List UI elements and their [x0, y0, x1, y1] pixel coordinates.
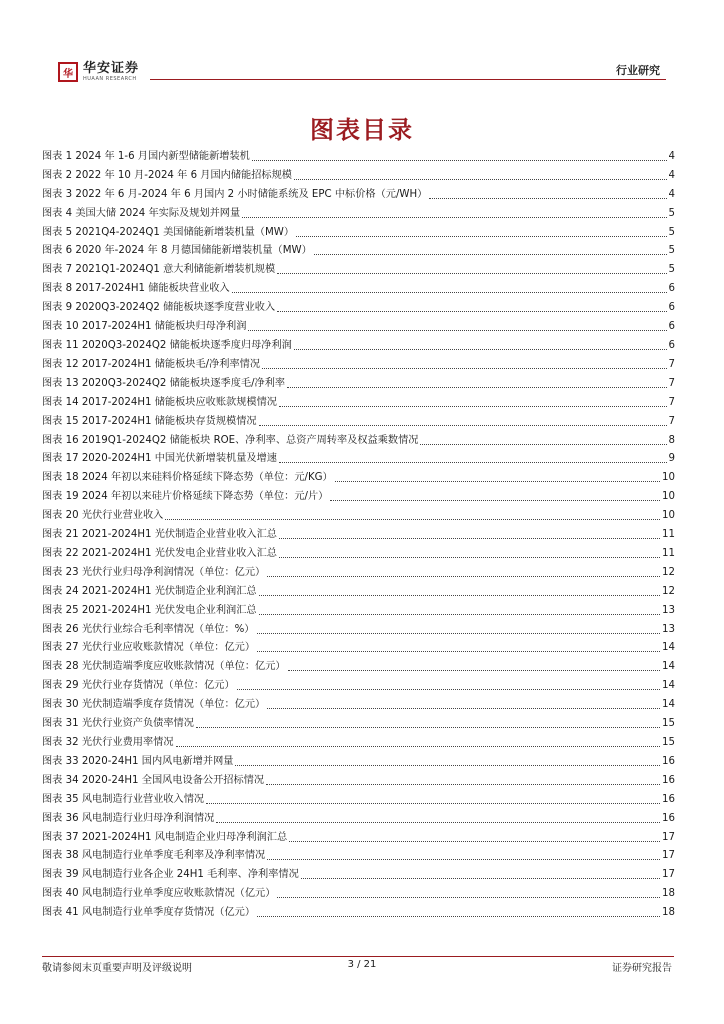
toc-entry[interactable] — [42, 221, 675, 240]
toc-entry-page[interactable]: 15 — [662, 718, 675, 730]
toc-dot-leader — [277, 896, 660, 898]
toc-entry[interactable] — [42, 637, 675, 656]
toc-entry-label[interactable]: 图表 27 光伏行业应收账款情况（单位：亿元） — [42, 642, 256, 654]
toc-dot-leader — [289, 840, 660, 842]
toc-dot-leader — [196, 726, 660, 728]
toc-entry[interactable] — [42, 372, 675, 391]
toc-entry[interactable] — [42, 882, 675, 901]
toc-entry-page[interactable]: 5 — [668, 264, 675, 276]
page-header — [0, 0, 724, 90]
company-logo — [58, 62, 139, 82]
table-of-figures — [42, 145, 675, 920]
toc-entry[interactable] — [42, 674, 675, 693]
toc-entry-page[interactable]: 13 — [662, 623, 675, 635]
toc-entry-page[interactable]: 5 — [668, 245, 675, 257]
toc-entry-page[interactable]: 16 — [662, 755, 675, 767]
toc-entry-page[interactable]: 12 — [662, 566, 675, 578]
toc-entry-page[interactable]: 8 — [668, 434, 675, 446]
toc-entry-label[interactable]: 图表 22 2021-2024H1 光伏发电企业营业收入汇总 — [42, 547, 277, 559]
toc-dot-leader — [279, 556, 660, 558]
toc-entry-page[interactable]: 10 — [662, 491, 675, 503]
toc-dot-leader — [267, 858, 660, 860]
toc-entry-label[interactable]: 图表 30 光伏制造端季度存货情况（单位：亿元） — [42, 699, 266, 711]
toc-entry-label[interactable]: 图表 13 2020Q3-2024Q2 储能板块逐季度毛/净利率 — [42, 377, 286, 389]
toc-dot-leader — [294, 348, 667, 350]
toc-entry-label[interactable]: 图表 40 风电制造行业单季度应收账款情况（亿元） — [42, 888, 276, 900]
toc-dot-leader — [266, 783, 660, 785]
toc-entry[interactable] — [42, 863, 675, 882]
toc-entry[interactable] — [42, 410, 675, 429]
toc-entry-label[interactable]: 图表 25 2021-2024H1 光伏发电企业利润汇总 — [42, 604, 257, 616]
logo-subtitle: HUAAN RESEARCH — [83, 76, 137, 82]
toc-entry[interactable] — [42, 296, 675, 315]
toc-entry[interactable] — [42, 826, 675, 845]
toc-entry-page[interactable]: 11 — [662, 529, 675, 541]
toc-dot-leader — [277, 310, 666, 312]
toc-entry-page[interactable]: 10 — [662, 472, 675, 484]
toc-dot-leader — [206, 802, 660, 804]
toc-entry[interactable] — [42, 315, 675, 334]
toc-entry-label[interactable]: 图表 21 2021-2024H1 光伏制造企业营业收入汇总 — [42, 529, 277, 541]
toc-entry[interactable] — [42, 277, 675, 296]
toc-dot-leader — [235, 764, 660, 766]
toc-entry-page[interactable]: 6 — [668, 302, 675, 314]
toc-dot-leader — [314, 253, 667, 255]
toc-entry-page[interactable]: 7 — [668, 358, 675, 370]
toc-entry-page[interactable]: 6 — [668, 339, 675, 351]
toc-entry[interactable] — [42, 901, 675, 920]
toc-entry-label[interactable]: 图表 17 2020-2024H1 中国光伏新增装机量及增速 — [42, 453, 277, 465]
toc-entry[interactable] — [42, 693, 675, 712]
toc-entry[interactable] — [42, 353, 675, 372]
toc-entry[interactable] — [42, 504, 675, 523]
toc-entry-label[interactable]: 图表 37 2021-2024H1 风电制造企业归母净利润汇总 — [42, 831, 288, 843]
toc-dot-leader — [301, 877, 660, 879]
toc-entry-label[interactable]: 图表 28 光伏制造端季度应收账款情况（单位：亿元） — [42, 661, 286, 673]
toc-entry-label[interactable]: 图表 10 2017-2024H1 储能板块归母净利润 — [42, 321, 247, 333]
toc-entry-page[interactable]: 16 — [662, 774, 675, 786]
toc-dot-leader — [257, 632, 661, 634]
toc-entry-page[interactable]: 7 — [668, 377, 675, 389]
toc-dot-leader — [296, 235, 666, 237]
toc-dot-leader — [279, 537, 660, 539]
toc-entry-page[interactable]: 14 — [662, 661, 675, 673]
toc-dot-leader — [277, 272, 666, 274]
toc-dot-leader — [429, 197, 666, 199]
toc-dot-leader — [267, 707, 660, 709]
toc-entry[interactable] — [42, 655, 675, 674]
toc-entry[interactable] — [42, 561, 675, 580]
toc-entry-label[interactable]: 图表 29 光伏行业存货情况（单位：亿元） — [42, 680, 235, 692]
toc-entry-page[interactable]: 6 — [668, 321, 675, 333]
toc-entry-page[interactable]: 15 — [662, 737, 675, 748]
toc-entry-page[interactable]: 12 — [662, 585, 675, 597]
toc-entry-page[interactable]: 18 — [662, 907, 675, 919]
toc-entry[interactable] — [42, 334, 675, 353]
toc-entry-label[interactable]: 图表 32 光伏行业费用率情况 — [42, 737, 174, 748]
page-title: 图表目录 — [310, 116, 414, 144]
toc-dot-leader — [259, 613, 660, 615]
toc-entry[interactable] — [42, 145, 675, 164]
toc-entry-label[interactable]: 图表 16 2019Q1-2024Q2 储能板块 ROE、净利率、总资产周转率及权益乘数情况 — [42, 434, 419, 446]
toc-entry-label[interactable]: 图表 2 2022 年 10 月-2024 年 6 月国内储能招标规模 — [42, 169, 292, 181]
toc-entry[interactable] — [42, 750, 675, 769]
toc-dot-leader — [237, 688, 660, 690]
toc-entry-label[interactable]: 图表 11 2020Q3-2024Q2 储能板块逐季度归母净利润 — [42, 339, 292, 351]
toc-entry[interactable] — [42, 788, 675, 807]
toc-entry-page[interactable]: 14 — [662, 680, 675, 692]
toc-entry[interactable] — [42, 391, 675, 410]
toc-entry[interactable] — [42, 769, 675, 788]
toc-entry-label[interactable]: 图表 7 2021Q1-2024Q1 意大利储能新增装机规模 — [42, 264, 276, 276]
toc-entry-label[interactable]: 图表 38 风电制造行业单季度毛利率及净利率情况 — [42, 850, 266, 862]
toc-entry-page[interactable]: 11 — [662, 547, 675, 559]
toc-entry-label[interactable]: 图表 9 2020Q3-2024Q2 储能板块逐季度营业收入 — [42, 302, 276, 314]
toc-entry-label[interactable]: 图表 23 光伏行业归母净利润情况（单位：亿元） — [42, 566, 266, 578]
toc-dot-leader — [330, 499, 660, 501]
toc-entry-page[interactable]: 4 — [668, 169, 675, 181]
toc-dot-leader — [232, 291, 667, 293]
toc-entry-page[interactable]: 7 — [668, 415, 675, 427]
toc-entry-label[interactable]: 图表 31 光伏行业资产负债率情况 — [42, 718, 194, 730]
toc-dot-leader — [279, 405, 667, 407]
toc-entry[interactable] — [42, 183, 675, 202]
toc-entry[interactable] — [42, 731, 675, 750]
toc-entry[interactable] — [42, 485, 675, 504]
toc-entry-label[interactable]: 图表 19 2024 年初以来硅片价格延续下降态势（单位：元/片） — [42, 491, 329, 503]
toc-entry[interactable] — [42, 580, 675, 599]
toc-entry[interactable] — [42, 712, 675, 731]
toc-entry-page[interactable]: 4 — [668, 150, 675, 162]
toc-dot-leader — [216, 821, 660, 823]
toc-dot-leader — [259, 594, 660, 596]
toc-entry-page[interactable]: 5 — [668, 207, 675, 219]
toc-entry-page[interactable]: 14 — [662, 699, 675, 711]
section-label: 行业研究 — [616, 64, 660, 77]
toc-entry[interactable] — [42, 466, 675, 485]
logo-name: 华安证券 — [83, 61, 140, 76]
toc-entry[interactable] — [42, 845, 675, 864]
toc-entry-label[interactable]: 图表 35 风电制造行业营业收入情况 — [42, 793, 205, 805]
toc-dot-leader — [252, 159, 667, 161]
toc-entry[interactable] — [42, 429, 675, 448]
toc-entry-label[interactable]: 图表 5 2021Q4-2024Q1 美国储能新增装机量（MW） — [42, 226, 295, 238]
toc-dot-leader — [176, 745, 661, 747]
toc-entry-page[interactable]: 5 — [668, 226, 675, 238]
header-divider — [150, 79, 666, 80]
toc-dot-leader — [242, 216, 666, 218]
toc-entry-page[interactable]: 16 — [662, 812, 675, 824]
toc-entry-page[interactable]: 14 — [662, 642, 675, 654]
toc-entry-page[interactable]: 6 — [668, 283, 675, 295]
toc-entry-label[interactable]: 图表 34 2020-24H1 全国风电设备公开招标情况 — [42, 774, 265, 786]
toc-dot-leader — [267, 575, 660, 577]
toc-entry-page[interactable]: 7 — [668, 396, 675, 408]
footer-report-type: 证券研究报告 — [612, 963, 672, 974]
footer-disclaimer: 敬请参阅末页重要声明及评级说明 — [42, 963, 192, 974]
toc-entry-label[interactable]: 图表 26 光伏行业综合毛利率情况（单位：%） — [42, 623, 255, 635]
toc-dot-leader — [262, 367, 666, 369]
toc-entry-label[interactable]: 图表 36 风电制造行业归母净利润情况 — [42, 812, 215, 824]
toc-entry-label[interactable]: 图表 33 2020-24H1 国内风电新增并网量 — [42, 755, 234, 767]
toc-entry-page[interactable]: 4 — [668, 188, 675, 200]
toc-entry-label[interactable]: 图表 4 美国大储 2024 年实际及规划并网量 — [42, 207, 241, 219]
toc-entry-label[interactable]: 图表 1 2024 年 1-6 月国内新型储能新增装机 — [42, 150, 250, 162]
toc-entry-label[interactable]: 图表 3 2022 年 6 月-2024 年 6 月国内 2 小时储能系统及 EPC 中标价格（元/WH） — [42, 188, 428, 200]
toc-dot-leader — [294, 178, 667, 180]
toc-entry[interactable] — [42, 240, 675, 259]
toc-dot-leader — [420, 443, 666, 445]
footer-divider — [42, 956, 674, 957]
toc-entry[interactable] — [42, 542, 675, 561]
toc-entry-page[interactable]: 17 — [662, 869, 675, 881]
toc-dot-leader — [259, 424, 667, 426]
toc-entry-page[interactable]: 9 — [668, 453, 675, 465]
toc-entry-label[interactable]: 图表 12 2017-2024H1 储能板块毛/净利率情况 — [42, 358, 261, 370]
toc-entry-label[interactable]: 图表 15 2017-2024H1 储能板块存货规模情况 — [42, 415, 257, 427]
toc-entry-page[interactable]: 13 — [662, 604, 675, 616]
toc-entry[interactable] — [42, 807, 675, 826]
toc-entry[interactable] — [42, 523, 675, 542]
logo-seal-icon: 华 — [58, 62, 78, 82]
page-number: 3 / 21 — [347, 959, 377, 970]
toc-entry-label[interactable]: 图表 14 2017-2024H1 储能板块应收账款规模情况 — [42, 396, 277, 408]
toc-entry-label[interactable]: 图表 18 2024 年初以来硅料价格延续下降态势（单位：元/KG） — [42, 472, 333, 484]
toc-entry-page[interactable]: 16 — [662, 793, 675, 805]
toc-dot-leader — [257, 650, 660, 652]
toc-entry-page[interactable]: 18 — [662, 888, 675, 900]
toc-dot-leader — [248, 329, 666, 331]
toc-dot-leader — [257, 915, 660, 917]
toc-entry[interactable] — [42, 448, 675, 467]
logo-text — [83, 62, 139, 82]
toc-entry[interactable] — [42, 202, 675, 221]
toc-dot-leader — [335, 480, 660, 482]
toc-entry-page[interactable]: 10 — [662, 510, 675, 522]
toc-entry-page[interactable]: 17 — [662, 831, 675, 843]
toc-entry[interactable] — [42, 164, 675, 183]
toc-entry-label[interactable]: 图表 20 光伏行业营业收入 — [42, 510, 164, 522]
toc-dot-leader — [287, 386, 666, 388]
toc-entry-label[interactable]: 图表 6 2020 年-2024 年 8 月德国储能新增装机量（MW） — [42, 245, 312, 257]
toc-entry-page[interactable]: 17 — [662, 850, 675, 862]
toc-entry[interactable] — [42, 258, 675, 277]
toc-entry-label[interactable]: 图表 41 风电制造行业单季度存货情况（亿元） — [42, 907, 256, 919]
toc-dot-leader — [165, 518, 660, 520]
toc-entry-label[interactable]: 图表 39 风电制造行业各企业 24H1 毛利率、净利率情况 — [42, 869, 299, 881]
toc-entry-label[interactable]: 图表 8 2017-2024H1 储能板块营业收入 — [42, 283, 230, 295]
toc-entry[interactable] — [42, 599, 675, 618]
toc-dot-leader — [288, 669, 660, 671]
toc-entry-label[interactable]: 图表 24 2021-2024H1 光伏制造企业利润汇总 — [42, 585, 257, 597]
toc-entry[interactable] — [42, 618, 675, 637]
toc-dot-leader — [279, 461, 667, 463]
